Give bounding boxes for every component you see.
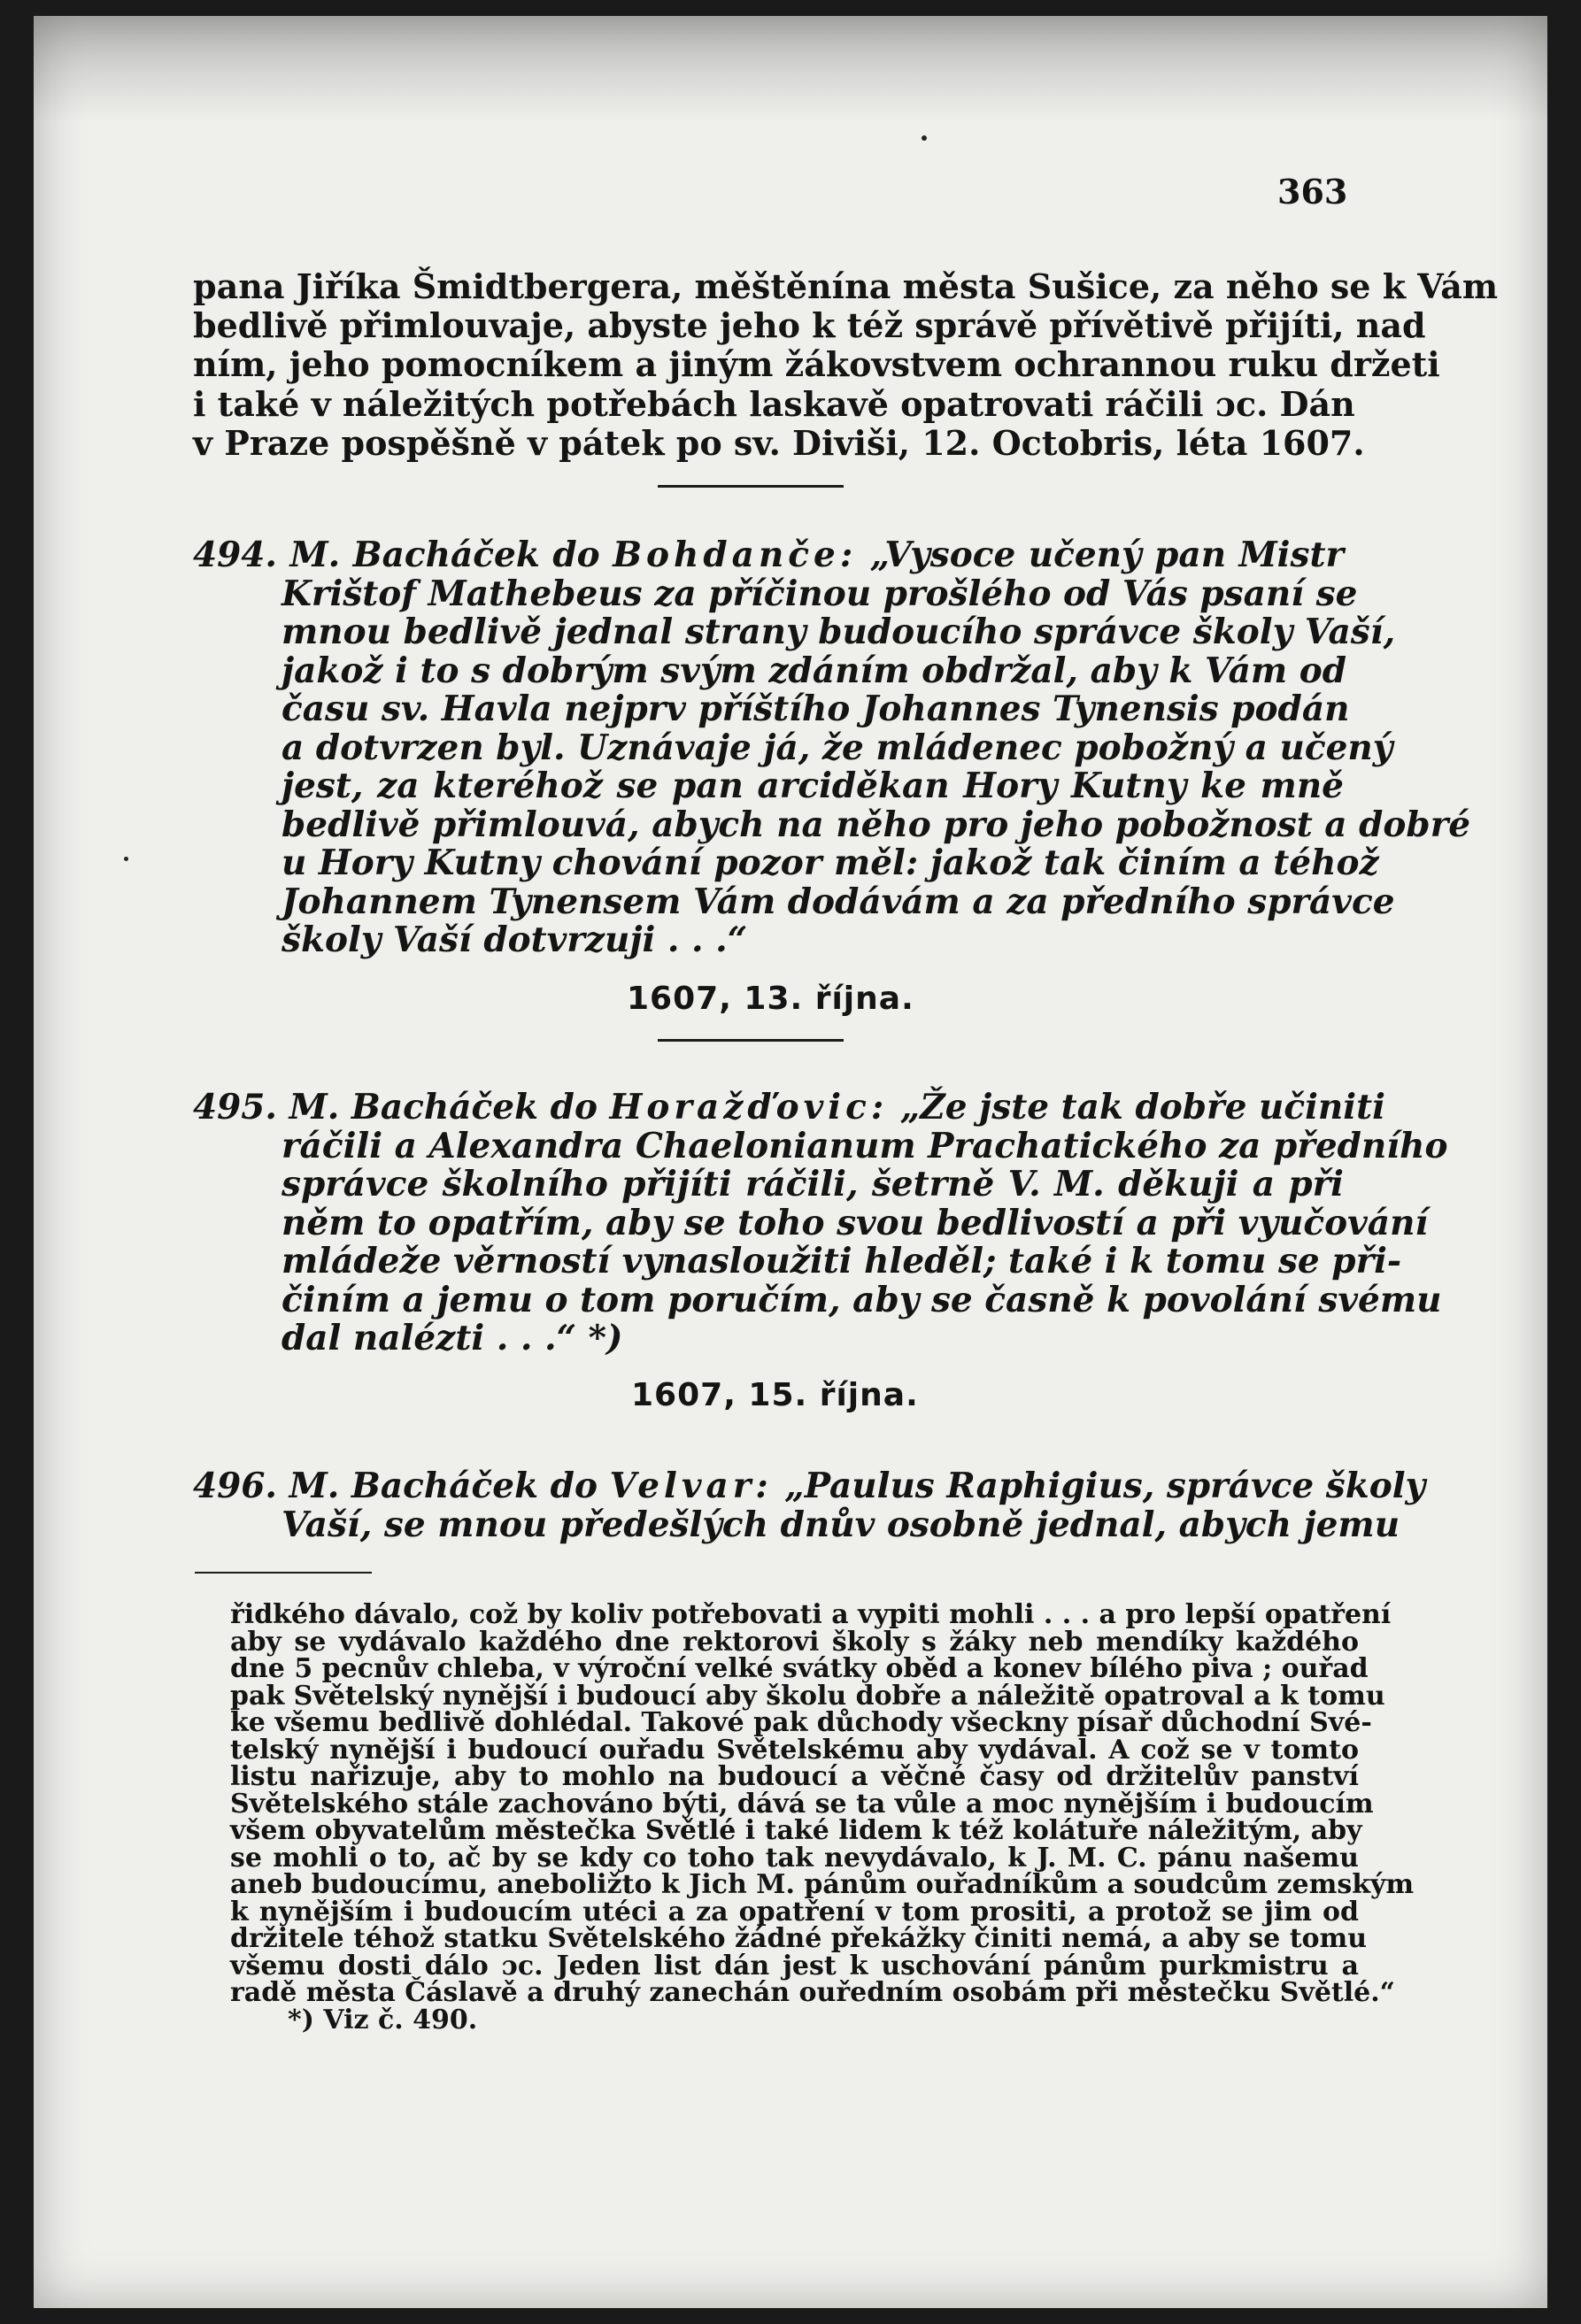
letter-opening: „Vysoce učený pan Mistr	[869, 535, 1345, 575]
footnote-line: všemu dosti dálo ɔc. Jeden list dán jest k uschování pánům purkmistru a	[230, 1950, 1359, 1982]
letter-number: 496.	[193, 1466, 277, 1506]
footnote-line: aby se vydávalo každého dne rektorovi školy s žáky neb mendíky každého	[230, 1626, 1359, 1658]
text-line: školy Vaší dotvrzuji . . .“	[281, 920, 748, 960]
footnotes	[230, 1599, 1415, 2035]
text-line: pana Jiříka Šmidtbergera, měštěnína města Sušice, za něho se k Vám	[193, 266, 1499, 306]
footnote-star-note: *) Viz č. 490.	[288, 2004, 478, 2035]
text-line: a dotvrzen byl. Uznávaje já, že mládenec pobožný a učený	[281, 727, 1393, 768]
letter-author: M. Bacháček do	[289, 1087, 598, 1127]
letter-496	[193, 1466, 1426, 1545]
scan-shadow	[34, 16, 1547, 122]
section-rule	[658, 485, 844, 488]
footnote-line: se mohli o to, ač by se kdy co toho tak nevydávalo, k J. M. C. pánu našemu	[230, 1842, 1359, 1874]
text-line: bedlivě přimlouvá, abych na něho pro jeho pobožnost a dobré	[281, 804, 1471, 845]
text-line: v Praze pospěšně v pátek po sv. Diviši, 12. Octobris, léta 1607.	[193, 422, 1365, 463]
footnote-line: všem obyvatelům městečka Světlé i také lidem k též kolátuře náležitým, aby	[230, 1815, 1362, 1846]
text-line: jest, za kteréhož se pan arciděkan Hory Kutny ke mně	[281, 766, 1344, 806]
letter-494	[193, 535, 1471, 960]
letter-author: M. Bacháček do	[289, 1466, 598, 1506]
footnote-line: telský nynější i budoucí ouřadu Světelskému aby vydával. A což se v tomto	[230, 1734, 1359, 1766]
text-line: u Hory Kutny chování pozor měl: jakož tak činím a téhož	[281, 843, 1379, 883]
page-number: 363	[1277, 172, 1348, 212]
section-rule	[658, 1039, 844, 1042]
footnote-line: řidkého dávalo, což by koliv potřebovati a vypiti mohli . . . a pro lepší opatření	[230, 1599, 1392, 1630]
text-line: jakož i to s dobrým svým zdáním obdržal, aby k Vám od	[281, 650, 1347, 691]
letter-place: Bohdanče:	[613, 535, 858, 575]
footnote-line: pak Světelský nynější i budoucí aby školu dobře a náležitě opatroval a k tomu	[230, 1680, 1385, 1712]
letter-opening: „Že jste tak dobře učiniti	[899, 1087, 1385, 1127]
text-line: bedlivě přimlouvaje, abyste jeho k též správě přívětivě přijíti, nad	[193, 305, 1426, 346]
letter-495	[193, 1087, 1448, 1358]
text-line: času sv. Havla nejprv příštího Johannes Tynensis podán	[281, 689, 1350, 729]
text-line: mnou bedlivě jednal strany budoucího správce školy Vaší,	[281, 612, 1396, 652]
scanned-page	[34, 16, 1547, 2308]
text-line: Johannem Tynensem Vám dodávám a za předního správce	[281, 881, 1395, 922]
footnote-line: dne 5 pecnův chleba, v výroční velké svátky oběd a konev bílého piva ; ouřad	[230, 1653, 1369, 1684]
footnote-line: listu nařizuje, aby to mohlo na budoucí a věčné časy od držitelův panství	[230, 1761, 1359, 1792]
text-line: ráčili a Alexandra Chaelonianum Prachatického za předního	[281, 1125, 1448, 1166]
text-line: něm to opatřím, aby se toho svou bedlivostí a při vyučování	[281, 1202, 1429, 1243]
text-line: mládeže věrností vynasloužiti hleděl; také i k tomu se při-	[281, 1241, 1402, 1281]
paragraph-letter-493-end	[193, 266, 1499, 463]
footnote-line: aneb budoucímu, aneboližto k Jich M. pánům ouřadníkům a soudcům zemským	[230, 1869, 1415, 1900]
footnote-line: k nynějším i budoucím utéci a za opatření v tom prositi, a protož se jim od	[230, 1896, 1359, 1928]
letter-date: 1607, 15. října.	[631, 1377, 919, 1413]
letter-heading	[193, 1466, 1426, 1506]
footnote-line: ke všemu bedlivě dohlédal. Takové pak důchody všeckny písař důchodní Své-	[230, 1707, 1372, 1738]
scan-speck	[922, 135, 927, 141]
text-line: i také v náležitých potřebách laskavě opatrovati ráčili ɔc. Dán	[193, 383, 1355, 424]
text-line: dal nalézti . . .“ *)	[281, 1318, 623, 1358]
scan-speck	[124, 857, 128, 861]
text-line: Krištof Mathebeus za příčinou prošlého od Vás psaní se	[281, 573, 1358, 614]
letter-number: 494.	[193, 535, 277, 575]
footnote-line: držitele téhož statku Světelského žádné překážky činiti nemá, a aby se tomu	[230, 1923, 1368, 1954]
footnote-rule	[195, 1572, 372, 1574]
letter-heading	[193, 1087, 1385, 1127]
text-line: ním, jeho pomocníkem a jiným žákovstvem ochrannou ruku držeti	[193, 344, 1440, 385]
letter-number: 495.	[193, 1087, 277, 1127]
letter-date: 1607, 13. října.	[627, 981, 914, 1017]
letter-author: M. Bacháček do	[289, 535, 600, 575]
letter-place: Velvar:	[609, 1466, 773, 1506]
letter-place: Horažďovic:	[609, 1087, 889, 1127]
text-line: správce školního přijíti ráčili, šetrně V. M. děkuji a při	[281, 1164, 1344, 1204]
footnote-line: Světelského stále zachováno býti, dává se ta vůle a moc nynějším i budoucím	[230, 1788, 1374, 1820]
text-line: činím a jemu o tom poručím, aby se časně k povolání svému	[281, 1279, 1442, 1320]
footnote-line: radě města Čáslavě a druhý zanechán ouředním osobám při městečku Světlé.“	[230, 1977, 1395, 2008]
letter-opening: „Paulus Raphigius, správce školy	[784, 1466, 1426, 1506]
text-line: Vaší, se mnou předešlých dnův osobně jednal, abych jemu	[281, 1504, 1400, 1545]
letter-heading	[193, 536, 1344, 575]
